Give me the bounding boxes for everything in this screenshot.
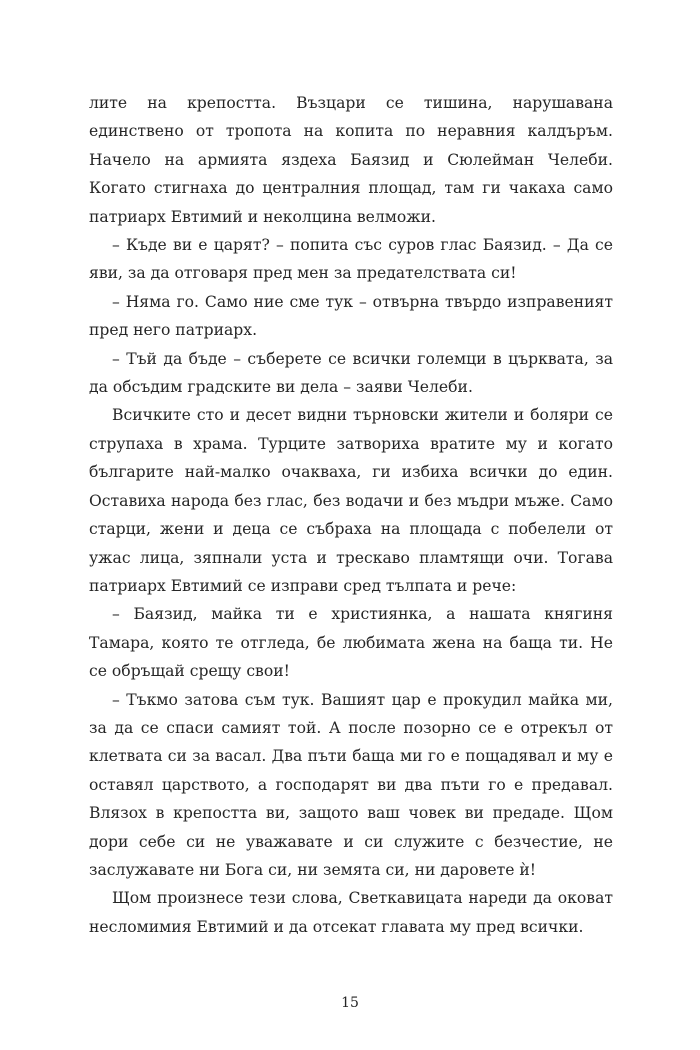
paragraph: – Тъй да бъде – съберете се всички големци в църквата, за да обсъдим градските ви дела – заяви Челеби. xyxy=(89,349,613,397)
paragraph: – Къде ви е царят? – попита със суров глас Баязид. – Да се яви, за да отговаря пред мен за предателствата си! xyxy=(89,236,613,283)
paragraph: лите на крепостта. Възцари се тишина, нарушавана единствено от тропота на копита по неравния калдъръм. Начело на армията яздеха Баязид и Сюлейман Челеби. Когато стигнаха до централния площад, там ги чакаха само патриарх Евтимий и неколцина велможи. xyxy=(89,94,613,226)
paragraph: – Баязид, майка ти е християнка, а нашата княгиня Тамара, която те отгледа, бе любимата жена на баща ти. Не се обръщай срещу свои! xyxy=(89,605,613,681)
paragraph: – Няма го. Само ние сме тук – отвърна твърдо изправеният пред него патриарх. xyxy=(89,292,613,340)
paragraph: Всичките сто и десет видни търновски жители и боляри се струпаха в храма. Турците затвориха вратите му и когато българите най-малко очакваха, ги избиха всички до един. Оставиха народа без глас, без водачи и без мъдри мъже. Само старци, жени и деца се събраха на площада с побелели от ужас лица, зяпнали уста и трескаво пламтящи очи. Тогава патриарх Евтимий се изправи сред тълпата и рече: xyxy=(89,406,613,595)
paragraph: – Тъкмо затова съм тук. Вашият цар е прокудил майка ми, за да се спаси самият той. А после позорно се е отрекъл от клетвата си за васал. Два пъти баща ми го е пощадявал и му е оставял царството, а господарят ви два пъти го е предавал. Влязох в крепостта ви, защото ваш човек ви предаде. Щом дори себе си не уважавате и си служите с безчестие, не заслужавате ни Бога си, ни земята си, ни даровете ѝ! xyxy=(89,690,613,879)
body-text xyxy=(89,89,613,941)
paragraph: Щом произнесе тези слова, Светкавицата нареди да оковат несломимия Евтимий и да отсекат главата му пред всички. xyxy=(89,889,613,936)
page-number: 15 xyxy=(341,995,359,1011)
